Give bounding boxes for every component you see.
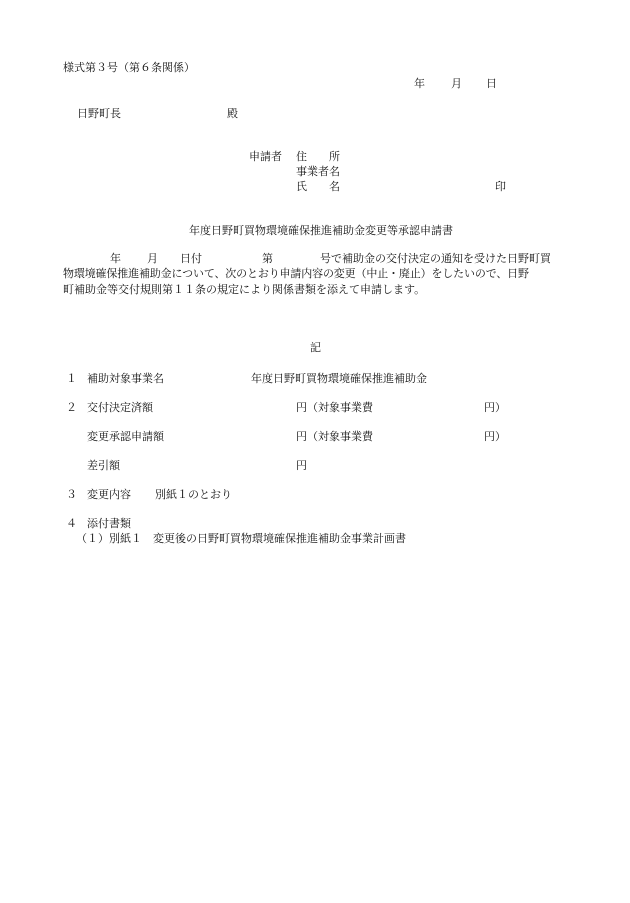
item-4-number: ４ <box>66 517 77 530</box>
date-day: 日 <box>486 77 497 90</box>
body-month: 月 <box>147 252 158 265</box>
item-3-label: 変更内容 <box>87 488 131 501</box>
item-3-value: 別紙１のとおり <box>155 488 232 501</box>
item-1-label: 補助対象事業名 <box>87 372 164 385</box>
item-1-value: 年度日野町買物環境確保推進補助金 <box>251 372 427 385</box>
item-2-row-yen: 円 <box>296 459 307 472</box>
body-no-prefix: 第 <box>262 252 273 265</box>
body-line-3: 町補助金等交付規則第１１条の規定により関係書類を添えて申請します。 <box>63 283 426 296</box>
item-2-row-yen: 円（対象事業費 <box>296 430 373 443</box>
item-3-number: ３ <box>66 488 77 501</box>
body-line1-rest: 号で補助金の交付決定の通知を受けた日野町買 <box>320 252 551 265</box>
applicant-label: 申請者 <box>249 150 282 163</box>
addressee-honorific: 殿 <box>227 107 238 120</box>
date-year: 年 <box>414 77 425 90</box>
date-month: 月 <box>451 77 462 90</box>
item-2-row-yen-close: 円） <box>484 401 506 414</box>
form-number: 様式第３号（第６条関係） <box>63 61 195 74</box>
item-2-row-label: 差引額 <box>87 459 120 472</box>
item-2-row-label: 変更承認申請額 <box>87 430 164 443</box>
body-line-2: 物環境確保推進補助金について、次のとおり申請内容の変更（中止・廃止）をしたいので、日野 <box>63 267 529 280</box>
item-4-label: 添付書類 <box>87 517 131 530</box>
item-2-row-yen: 円（対象事業費 <box>296 401 373 414</box>
ki-heading: 記 <box>310 341 321 354</box>
item-2-row-yen-close: 円） <box>484 430 506 443</box>
address-label: 住 所 <box>296 150 340 163</box>
item-2-number: ２ <box>66 401 77 414</box>
seal-mark: 印 <box>495 180 506 193</box>
name-label: 氏 名 <box>296 180 340 193</box>
business-name-label: 事業者名 <box>296 165 340 178</box>
body-day-dated: 日付 <box>180 252 202 265</box>
document-title: 年度日野町買物環境確保推進補助金変更等承認申請書 <box>189 224 453 237</box>
item-2-row-label: 交付決定済額 <box>87 401 153 414</box>
item-4-sub: （１）別紙１ 変更後の日野町買物環境確保推進補助金事業計画書 <box>76 532 406 545</box>
addressee-name: 日野町長 <box>77 107 121 120</box>
body-year: 年 <box>110 252 121 265</box>
item-1-number: １ <box>66 372 77 385</box>
